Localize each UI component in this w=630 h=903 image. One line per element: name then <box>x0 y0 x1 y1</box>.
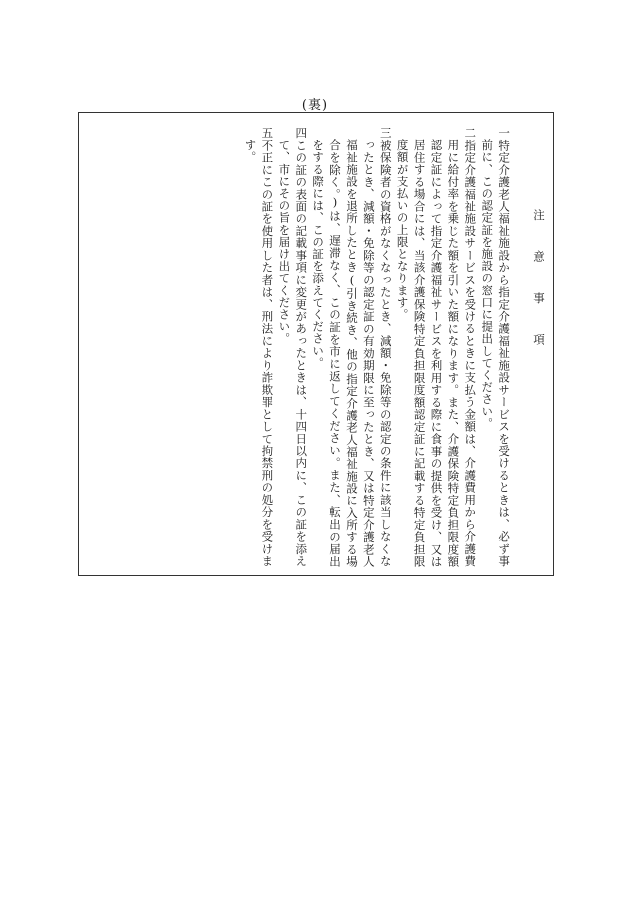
notice-item-1 <box>478 127 512 567</box>
notice-item-4-text: この証の表面の記載事項に変更があったときは、十四日以内に、この証を添えて、市にその旨を届け出てください。 <box>277 138 309 567</box>
notice-box <box>78 112 554 576</box>
page-header-back-side: (裏) <box>301 98 329 113</box>
notice-item-3-text: 被保険者の資格がなくなったとき、減額・免除等の認定の条件に該当しなくなったとき、減額・免除等の認定証の有効期限に至ったとき、又は特定介護老人福祉施設を退所したとき(引き続き、他の指定介護老人福祉施設に入所する場合を除く。)は、遅滞なく、この証を市に返してください。また、転出の届出をする際には、この証を添えてください。 <box>311 138 393 567</box>
notice-item-2-text: 指定介護福祉施設サービスを受けるときに支払う金額は、介護費用から介護費用に給付率を乗じた額を引いた額になります。また、介護保険特定負担限度額認定証によって指定介護福祉サービスを利用する際に食事の提供を受け、又は居住する場合には、当該介護保険特定負担限度額認定証に記載する特定負担限度額が支払いの上限となります。 <box>395 138 478 567</box>
notice-item-1-text: 特定介護老人福祉施設から指定介護福祉施設サービスを受けるときは、必ず事前に、この認定証を施設の窓口に提出してください。 <box>480 138 512 567</box>
notice-item-2-number: 二 <box>463 127 478 140</box>
notice-item-5-number: 五 <box>260 127 275 140</box>
notice-item-4-number: 四 <box>294 127 309 140</box>
notice-content <box>85 127 547 567</box>
notice-item-1-number: 一 <box>497 127 512 140</box>
notice-item-4 <box>275 127 309 567</box>
notice-item-3 <box>309 127 394 567</box>
notice-item-5-text: 不正にこの証を使用した者は、刑法により詐欺罪として拘禁刑の処分を受けます。 <box>243 138 275 567</box>
notice-item-2 <box>394 127 479 567</box>
notice-title: 注 意 事 項 <box>532 209 546 353</box>
notice-item-5 <box>242 127 276 567</box>
notice-item-3-number: 三 <box>378 127 393 140</box>
